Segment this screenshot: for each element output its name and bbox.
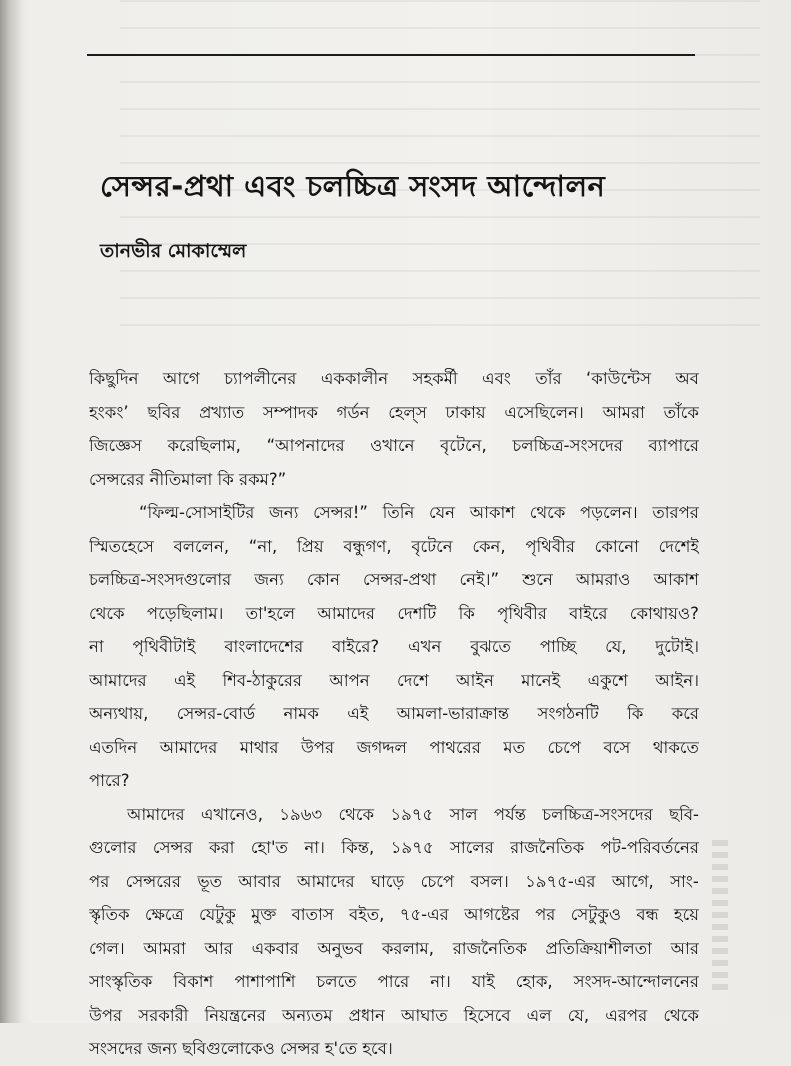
word: তারপর bbox=[652, 503, 699, 522]
word: অন্যতম bbox=[282, 1005, 333, 1025]
text-line bbox=[89, 630, 699, 664]
word: বৃটেনে, bbox=[440, 436, 487, 455]
word: সাল bbox=[449, 804, 478, 824]
word: চলচ্চিত্র-সংসদগুলোর bbox=[89, 570, 232, 589]
word: আমাদের bbox=[127, 804, 185, 824]
word: উপর bbox=[89, 1005, 123, 1025]
word: গুলোর bbox=[89, 838, 137, 857]
word: সংসদ-আন্দোলনের bbox=[573, 972, 699, 991]
word: এখানেও, bbox=[200, 804, 263, 824]
text-line bbox=[89, 1032, 699, 1066]
word: কি bbox=[627, 704, 644, 723]
word: তিনি bbox=[382, 503, 415, 522]
word: নামক bbox=[283, 704, 319, 723]
word: পারে bbox=[377, 972, 410, 991]
word: হংকং’ bbox=[89, 402, 129, 422]
word: সেন্সরের নীতিমালা কি রকম?” bbox=[89, 469, 287, 489]
word: আর bbox=[670, 938, 699, 958]
word: চলতে bbox=[316, 972, 357, 991]
word: ছবি- bbox=[669, 804, 699, 824]
word: রাজনৈতিক bbox=[510, 838, 585, 857]
word: “না, bbox=[248, 536, 278, 556]
word: বন্ধুগণ, bbox=[343, 536, 392, 556]
word: হোক, bbox=[515, 972, 553, 991]
word: পৃথিবীর bbox=[497, 603, 547, 623]
word: অন্যথায়, bbox=[89, 704, 149, 723]
word: আইন bbox=[456, 670, 494, 690]
word: এসেছিলেন। bbox=[504, 402, 584, 422]
word: আমাদের bbox=[297, 871, 355, 891]
word: চ্যাপলীনের bbox=[224, 369, 297, 388]
word: প্রধান bbox=[348, 1005, 385, 1025]
word: রাজনৈতিক bbox=[452, 938, 527, 958]
word: জন্য bbox=[254, 570, 284, 589]
word: পৃথিবীটাই bbox=[132, 637, 196, 656]
word: মাথার bbox=[239, 737, 279, 757]
word: আমলা-ভারাক্রান্ত bbox=[396, 704, 510, 723]
word: তাঁকে bbox=[663, 402, 699, 422]
word: মুক্ত bbox=[251, 905, 277, 924]
word: ১৯৬৩ bbox=[279, 804, 323, 824]
word: পট-পরিবর্তনের bbox=[600, 838, 699, 857]
text-line bbox=[89, 697, 699, 731]
word: দেশে bbox=[397, 670, 429, 690]
word: নিয়ন্ত্রনের bbox=[204, 1005, 266, 1025]
word: বললেন, bbox=[173, 536, 230, 556]
word: পাথরের bbox=[429, 737, 481, 757]
word: বন্ধ bbox=[636, 905, 659, 924]
word: সহকর্মী bbox=[412, 369, 458, 388]
word: হয়ে bbox=[673, 905, 699, 924]
word: হিসেবে bbox=[463, 1005, 511, 1025]
word: সম্পাদক bbox=[262, 402, 318, 422]
word: সেন্সর-বোর্ড bbox=[176, 704, 256, 723]
word: ‘কাউন্টেস bbox=[586, 369, 651, 388]
word: আইন। bbox=[655, 670, 699, 690]
word: “আপনাদের bbox=[266, 436, 345, 455]
word: ব্যাপারে bbox=[648, 436, 699, 455]
text-line bbox=[89, 798, 699, 832]
text-line bbox=[89, 898, 699, 932]
word: শুনে bbox=[522, 570, 553, 589]
word: পারে? bbox=[89, 771, 130, 790]
word: সাং- bbox=[670, 871, 699, 891]
word: পর bbox=[89, 871, 110, 891]
word: গেল। bbox=[89, 938, 125, 958]
word: ঘাড়ে bbox=[370, 871, 405, 891]
word: করেছিলাম, bbox=[167, 436, 241, 455]
word: যে, bbox=[567, 1005, 590, 1025]
word: সেন্সরের bbox=[125, 871, 181, 891]
word: জগদ্দল bbox=[356, 737, 407, 757]
word: কোথায়ও? bbox=[629, 603, 699, 623]
word: থেকে bbox=[338, 804, 375, 824]
text-line bbox=[89, 530, 699, 564]
word: আগে, bbox=[611, 871, 654, 891]
word: ভূত bbox=[197, 871, 223, 891]
book-binding-shadow bbox=[0, 0, 22, 1023]
paragraph-3 bbox=[89, 798, 699, 1066]
word: যেন bbox=[428, 503, 456, 522]
word: চলচ্চিত্র-সংসদের bbox=[512, 436, 623, 455]
word: জিজ্ঞেস bbox=[89, 436, 142, 455]
word: পাশাপাশি bbox=[234, 972, 296, 991]
text-line bbox=[89, 362, 699, 396]
word: দেশটি bbox=[397, 603, 437, 623]
text-line bbox=[89, 764, 699, 798]
word: যে, bbox=[605, 637, 627, 656]
text-line bbox=[89, 965, 699, 999]
word: আবার bbox=[238, 871, 281, 891]
word: তাঁর bbox=[535, 369, 562, 388]
word: আমাদের bbox=[159, 737, 218, 757]
word: এখন bbox=[408, 637, 442, 656]
word: ১৯৭৫ bbox=[390, 804, 434, 824]
text-line bbox=[89, 664, 699, 698]
word: জন্য bbox=[269, 503, 299, 522]
word: কি bbox=[458, 603, 475, 623]
text-line bbox=[89, 999, 699, 1033]
text-line bbox=[89, 731, 699, 765]
word: প্রিয় bbox=[296, 536, 324, 556]
word: বাংলাদেশের bbox=[224, 637, 304, 656]
text-line bbox=[89, 563, 699, 597]
word: কোন bbox=[306, 570, 340, 589]
word: আপন bbox=[329, 670, 370, 690]
word: দেশেই bbox=[658, 536, 699, 556]
word: করলাম, bbox=[381, 938, 434, 958]
word: ঢাকায় bbox=[445, 402, 486, 422]
text-line bbox=[89, 932, 699, 966]
word: আগষ্টের bbox=[464, 905, 520, 924]
text-line bbox=[89, 831, 699, 865]
word: বাইরে bbox=[569, 603, 608, 623]
word: কোনো bbox=[594, 536, 639, 556]
word: না। bbox=[304, 838, 325, 857]
word: অব bbox=[675, 369, 699, 388]
word: সেটুকুও bbox=[570, 905, 621, 924]
word: সাংস্কৃতিক bbox=[89, 972, 153, 991]
word: মত bbox=[503, 737, 525, 757]
word: সরকারী bbox=[138, 1005, 189, 1025]
word: ওখানে bbox=[370, 436, 415, 455]
word: সংসদের জন্য ছবিগুলোকেও সেন্সর হ'তে হবে। bbox=[89, 1039, 393, 1058]
word: যেটুকু bbox=[199, 905, 236, 924]
word: করে bbox=[671, 704, 699, 723]
word: আমরাও bbox=[576, 570, 631, 589]
word: চলচ্চিত্র-সংসদের bbox=[542, 804, 653, 824]
word: করা bbox=[208, 838, 235, 857]
word: যাই bbox=[471, 972, 495, 991]
word: ছবির bbox=[147, 402, 181, 422]
word: ১৯৭৫-এর bbox=[525, 871, 596, 891]
word: পর bbox=[535, 905, 556, 924]
word: প্রখ্যাত bbox=[199, 402, 245, 422]
word: চেপে bbox=[420, 871, 455, 891]
word: সালের bbox=[450, 838, 494, 857]
word: মানেই bbox=[521, 670, 561, 690]
word: “ফিল্ম-সোসাইটির bbox=[139, 503, 255, 522]
word: বাইরে? bbox=[332, 637, 380, 656]
word: দুটোই। bbox=[655, 637, 699, 656]
word: স্কৃতিক bbox=[89, 905, 130, 924]
word: বসল। bbox=[470, 871, 509, 891]
word: আর bbox=[204, 938, 233, 958]
margin-pencil-mark bbox=[712, 840, 728, 990]
word: অনুভব bbox=[317, 938, 364, 958]
word: বইত, bbox=[349, 905, 385, 924]
word: না bbox=[89, 637, 104, 656]
text-line bbox=[89, 865, 699, 899]
word: নেই।” bbox=[459, 570, 500, 589]
word: ১৯৭৫ bbox=[390, 838, 434, 857]
word: শিব-ঠাকুরের bbox=[222, 670, 302, 690]
word: প্রতিক্রিয়াশীলতা bbox=[545, 938, 652, 958]
word: থেকে bbox=[89, 603, 125, 623]
word: চেপে bbox=[547, 737, 581, 757]
word: উপর bbox=[300, 737, 335, 757]
word: আমরা bbox=[143, 938, 186, 958]
word: এবং bbox=[482, 369, 511, 388]
word: আকাশ bbox=[653, 570, 699, 589]
word: পড়লেন। bbox=[580, 503, 638, 522]
word: না। bbox=[430, 972, 451, 991]
word: বৃটেনে bbox=[411, 536, 453, 556]
text-line bbox=[89, 396, 699, 430]
word: বিকাশ bbox=[173, 972, 214, 991]
word: গর্ডন bbox=[336, 402, 370, 422]
text-line bbox=[89, 597, 699, 631]
word: হেল্‌স bbox=[388, 402, 427, 422]
paragraph-1 bbox=[89, 362, 699, 496]
header-rule bbox=[87, 54, 695, 56]
word: পর্যন্ত bbox=[493, 804, 526, 824]
word: এই bbox=[347, 704, 369, 723]
word: সেন্সর bbox=[152, 838, 193, 857]
word: আমাদের bbox=[89, 670, 147, 690]
word: স্মিতহেসে bbox=[89, 536, 154, 556]
word: এতদিন bbox=[89, 737, 138, 757]
word: একবার bbox=[251, 938, 299, 958]
word: সংগঠনটি bbox=[537, 704, 599, 723]
word: পৃথিবীর bbox=[525, 536, 575, 556]
word: এই bbox=[173, 670, 196, 690]
word: পাচ্ছি bbox=[539, 637, 577, 656]
word: থেকে bbox=[529, 503, 566, 522]
word: এককালীন bbox=[320, 369, 389, 388]
word: তা'হলে bbox=[245, 603, 296, 623]
word: বুঝতে bbox=[470, 637, 511, 656]
word: কিছুদিন bbox=[89, 369, 139, 388]
word: আমরা bbox=[602, 402, 645, 422]
word: সেন্সর-প্রথা bbox=[362, 570, 437, 589]
text-line bbox=[89, 463, 699, 497]
word: কিন্ত, bbox=[341, 838, 375, 857]
article-title: সেন্সর-প্রথা এবং চলচ্চিত্র সংসদ আন্দোলন bbox=[100, 169, 606, 203]
word: কেন, bbox=[472, 536, 506, 556]
word: থাকতে bbox=[652, 737, 699, 757]
article-author: তানভীর মোকাম্মেল bbox=[100, 240, 247, 262]
article-body bbox=[89, 362, 699, 1066]
word: আঘাত bbox=[401, 1005, 448, 1025]
word: একুশে bbox=[587, 670, 629, 690]
word: বাতাস bbox=[291, 905, 334, 924]
word: আকাশ bbox=[469, 503, 516, 522]
word: আমাদের bbox=[317, 603, 375, 623]
word: এরপর bbox=[605, 1005, 648, 1025]
word: পড়েছিলাম। bbox=[146, 603, 224, 623]
word: হো'ত bbox=[250, 838, 288, 857]
word: আগে bbox=[162, 369, 200, 388]
paragraph-2 bbox=[89, 496, 699, 798]
word: থেকে bbox=[663, 1005, 699, 1025]
text-line bbox=[89, 496, 699, 530]
word: এল bbox=[526, 1005, 552, 1025]
word: সেন্সর!” bbox=[313, 503, 368, 522]
word: বসে bbox=[603, 737, 631, 757]
word: ক্ষেত্রে bbox=[144, 905, 184, 924]
word: ৭৫-এর bbox=[399, 905, 449, 924]
text-line bbox=[89, 429, 699, 463]
